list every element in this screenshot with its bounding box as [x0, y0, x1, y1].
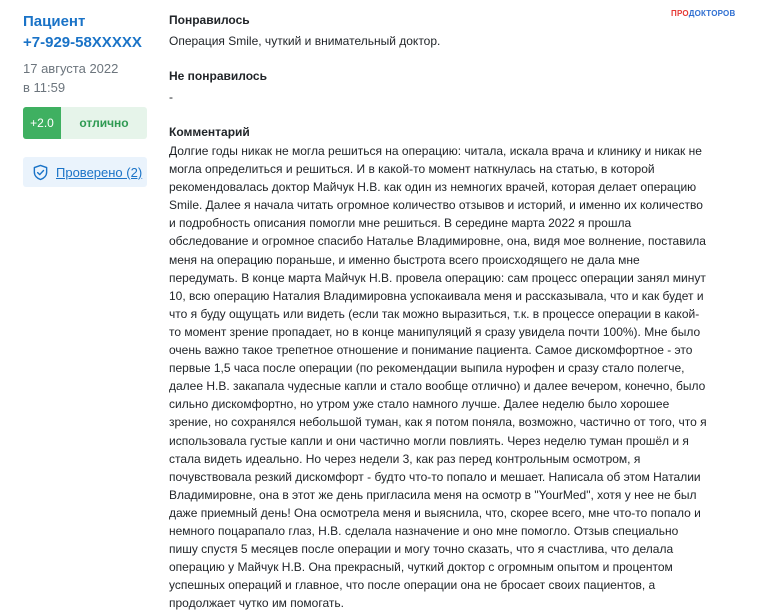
author-phone: +7-929-58XXXXX	[23, 34, 142, 51]
comment-line: сильно дискомфортно, но утром уже стало намного лучше. Далее неделю было хорошее	[169, 397, 670, 412]
comment-text	[169, 142, 741, 612]
comment-line: зрение, но сохранялся небольшой туман, как я потом поняла, возможно, частично от того, что я	[169, 415, 707, 430]
verified-label[interactable]: Проверено (2)	[56, 164, 143, 180]
comment-line: Долгие годы никак не могла решиться на операцию: читала, искала врача и клинику и никак не	[169, 144, 702, 158]
comment-line: даже приемный день! Она осмотрела меня и выяснила, что, скорее всего, мне что-то попало и	[169, 505, 701, 520]
verified-button[interactable]	[23, 157, 147, 187]
comment-title: Комментарий	[169, 125, 250, 139]
review-time: в 11:59	[23, 80, 66, 95]
comment-line: успешных операций и главное, что после операции она не бросает своих пациентов, а	[169, 578, 656, 593]
comment-line: немного поцарапало глаз, Н.В. сделала назначение и оно мне помогло. Отзыв специально	[169, 523, 679, 538]
comment-section	[169, 123, 741, 612]
disliked-title: Не понравилось	[169, 69, 267, 83]
comment-line: почувствовала резкий дискомфорт - будто что-то попало и мешает. Написала об этом Наталии	[169, 469, 701, 484]
comment-line: далее Н.В. закапала чудесные капли и стало вообще отлично) и далее вечером, конечно, было	[169, 379, 706, 394]
review-date: 17 августа 2022	[23, 61, 119, 76]
review-content	[169, 11, 741, 612]
rating-score: +2.0	[23, 107, 61, 139]
comment-line: Владимировне, она в этот же день пригласила меня на осмотр в "YourMed", хотя у нее не был	[169, 487, 697, 502]
liked-text: Операция Smile, чуткий и внимательный доктор.	[169, 34, 441, 48]
comment-line: то момент зрение пропадает, но в конце манипуляций я сразу увидела почти 100%). Мне было	[169, 324, 701, 339]
comment-line: и подробность описания помогли мне решиться. В середине марта 2022 я прошла	[169, 216, 632, 231]
rating-label: отлично	[79, 116, 129, 130]
author-name: Пациент	[23, 13, 86, 30]
rating-badge	[23, 107, 147, 139]
shield-check-icon	[32, 164, 49, 181]
logo-part-1: ПРО	[671, 9, 689, 18]
comment-line: что я буду ощущать или видеть (если так можно выразиться, т.к. в процессе операции в какой-	[169, 306, 700, 321]
author-block	[23, 12, 163, 97]
logo-part-2: ДОКТОРОВ	[688, 9, 736, 18]
liked-title: Понравилось	[169, 13, 250, 27]
comment-line: использовала густые капли и они частично могли повлиять. Через неделю туман прошёл и я	[169, 433, 689, 448]
comment-line: обследование и огромное спасибо Наталье Владимировне, она, видя мое волнение, поставила	[169, 234, 706, 249]
comment-line: операцию у Майчук Н.В. Она прекрасный, чуткий доктор с огромным опытом и процентом	[169, 560, 673, 575]
disliked-section	[169, 67, 741, 106]
comment-line: Smile. Далее я начала читать огромное количество отзывов и историй, и именно их количество	[169, 198, 703, 213]
comment-line: 10, всю операцию Наталия Владимировна успокаивала меня и рассказывала, что и как будет и	[169, 288, 704, 303]
comment-line: передумать. В конце марта Майчук Н.В. провела операцию: сам процесс операции занял минут	[169, 270, 706, 285]
comment-line: продолжает чутко им помогать.	[169, 596, 344, 611]
comment-line: пишу спустя 5 месяцев после операции и могу точно сказать, что я счастлива, что делала	[169, 542, 674, 557]
comment-line: первые 1,5 часа после операции (по рекомендации выпила нурофен и сразу стало полегче,	[169, 361, 685, 376]
comment-line: меня на операцию пораньше, и именно быстрота всего происходящего не дала мне	[169, 252, 640, 267]
comment-line: очень важно такое трепетное отношение и понимание пациента. Самое дискомфортное - это	[169, 343, 693, 358]
comment-line: стала видеть идеально. Но через недели 3, как раз перед контрольным осмотром, я	[169, 451, 641, 466]
comment-line: рекомендовалась доктор Майчук Н.В. как один из немногих врачей, которая делает операцию	[169, 180, 697, 195]
disliked-text: -	[169, 90, 173, 104]
liked-section	[169, 11, 741, 50]
comment-line: могла определиться и решиться. И в какой-то момент наткнулась на статью, в которой	[169, 162, 655, 177]
